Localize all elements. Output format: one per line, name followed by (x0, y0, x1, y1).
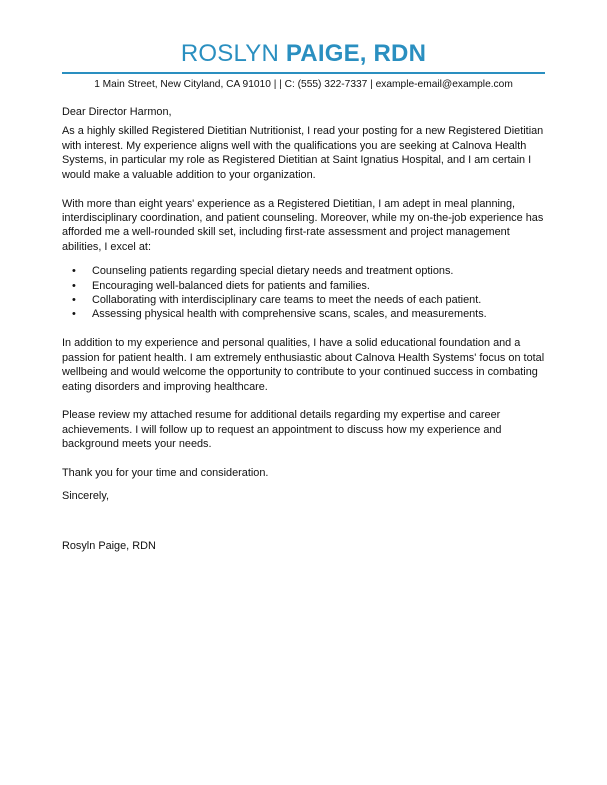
salutation: Dear Director Harmon, (62, 106, 172, 118)
list-item: • Counseling patients regarding special dietary needs and treatment options. (72, 264, 545, 278)
first-name: ROSLYN (180, 40, 279, 67)
last-name: PAIGE, RDN (285, 40, 427, 67)
skills-list (62, 264, 545, 322)
paragraph-education: In addition to my experience and personal qualities, I have a solid educational foundation and a passion for patient health. I am extremely enthusiastic about Calnova Health Systems' focus on total wellbeing and would welcome the opportunity to contribute to your continued success in combating eating disorders and improving healthcare. (62, 337, 545, 393)
paragraph-intro: As a highly skilled Registered Dietitian Nutritionist, I read your posting for a new Registered Dietitian with interest. My experience aligns well with the qualifications you are seeking at Calnova Health Systems, in particular my role as Registered Dietitian at Saint Ignatius Hospital, and I am certain I would make a valuable addition to your organization. (62, 125, 544, 181)
paragraph-experience: With more than eight years' experience as a Registered Dietitian, I am adept in meal planning, interdisciplinary coordination, and patient counseling. Moreover, while my on-the-job experience has afforded me a well-rounded skill set, including first-rate assessment and project management abilities, I excel at: (62, 197, 544, 253)
list-item: • Assessing physical health with comprehensive scans, scales, and measurements. (72, 307, 545, 321)
header-divider (62, 72, 545, 74)
paragraph-follow-up: Please review my attached resume for additional details regarding my expertise and career achievements. I will follow up to request an appointment to discuss how my experience and background meets your needs. (62, 409, 502, 451)
signature: Rosyln Paige, RDN (62, 539, 156, 552)
list-item: • Collaborating with interdisciplinary care teams to meet the needs of each patient. (72, 293, 545, 307)
contact-line: 1 Main Street, New Cityland, CA 91010 | | C: (555) 322-7337 | example-email@example.com (94, 79, 513, 90)
closing: Sincerely, (62, 489, 110, 502)
applicant-name (62, 0, 545, 68)
letter-body (62, 105, 545, 553)
paragraph-thanks: Thank you for your time and consideration. (62, 467, 269, 480)
list-item: • Encouraging well-balanced diets for patients and families. (72, 279, 545, 293)
